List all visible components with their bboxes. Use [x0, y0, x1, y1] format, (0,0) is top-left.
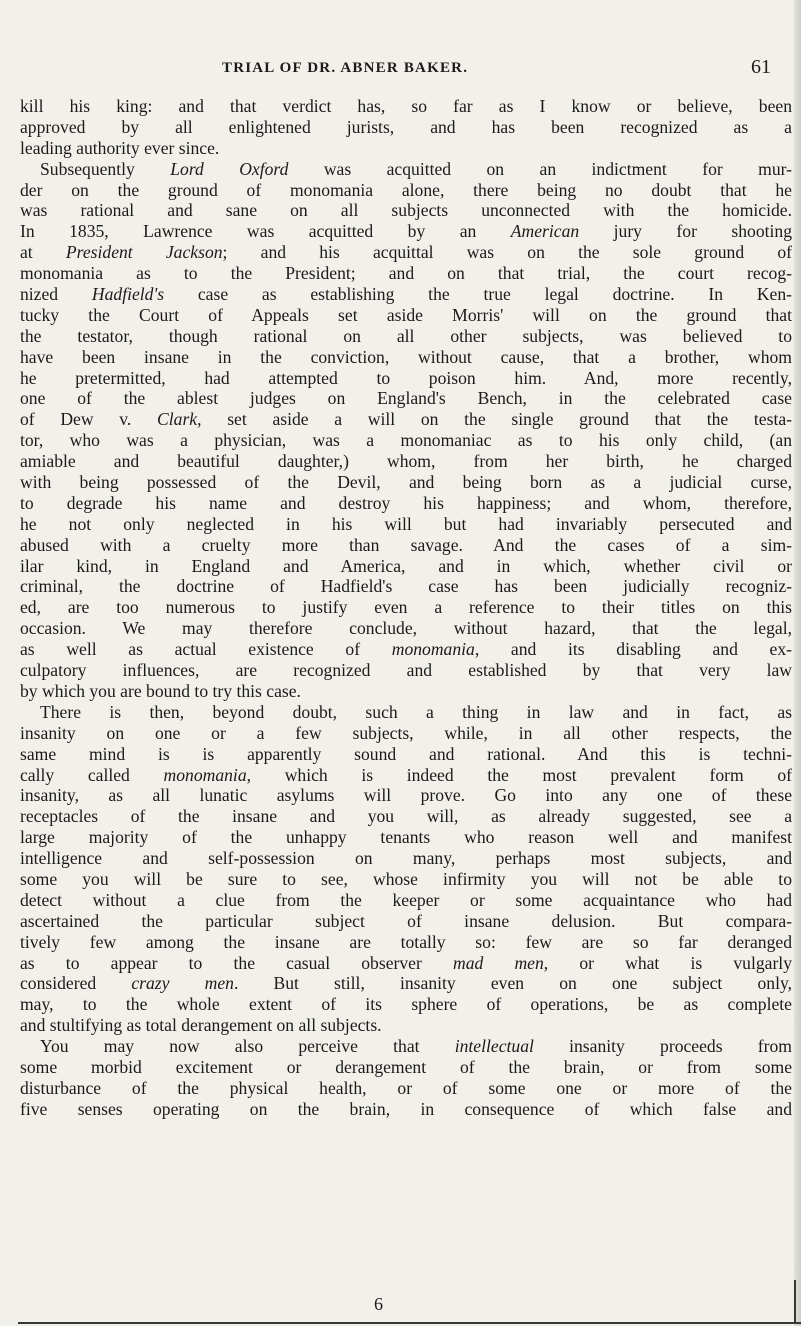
text-line: and stultifying as total derangement on all subjects.: [20, 1015, 382, 1036]
text-line: tor, who was a physician, was a monomaniac as to his only child, (an: [20, 430, 792, 451]
text-line: to degrade his name and destroy his happiness; and whom, therefore,: [20, 492, 792, 513]
text-line: Subsequently Lord Oxford was acquitted on an indictment for mur-: [40, 158, 792, 179]
text-line: same mind is is apparently sound and rational. And this is techni-: [20, 743, 792, 764]
text-line: ed, are too numerous to justify even a reference to their titles on this: [20, 597, 792, 618]
text-line: large majority of the unhappy tenants who reason well and manifest: [20, 827, 792, 848]
text-line: approved by all enlightened jurists, and has been recognized as a: [20, 116, 792, 137]
text-line: may, to the whole extent of its sphere of operations, be as complete: [20, 994, 792, 1015]
text-line: insanity, as all lunatic asylums will prove. Go into any one of these: [20, 785, 792, 806]
text-line: ascertained the particular subject of insane delusion. But compara-: [20, 910, 792, 931]
italic-phrase: mad men: [453, 952, 544, 973]
text-line: have been insane in the conviction, without cause, that a brother, whom: [20, 346, 792, 367]
italic-phrase: monomania: [391, 639, 475, 660]
text-line: of Dew v. Clark, set aside a will on the single ground that the testa-: [20, 409, 792, 430]
running-head: TRIAL OF DR. ABNER BAKER.: [222, 60, 469, 76]
crop-rule-bottom: [18, 1322, 801, 1324]
text-line: culpatory influences, are recognized and established by that very law: [20, 660, 792, 681]
italic-phrase: Lord Oxford: [170, 158, 289, 179]
italic-phrase: President Jackson: [65, 242, 223, 263]
crop-rule-right: [794, 1280, 796, 1324]
signature-mark: 6: [374, 1294, 383, 1314]
text-line: There is then, beyond doubt, such a thing in law and in fact, as: [40, 701, 792, 722]
text-line: tucky the Court of Appeals set aside Morris' will on the ground that: [20, 304, 792, 325]
text-line: ilar kind, in England and America, and in which, whether civil or: [20, 555, 792, 576]
text-line: with being possessed of the Devil, and being born as a judicial curse,: [20, 472, 792, 493]
page-number: 61: [751, 56, 771, 78]
text-line: some you will be sure to see, whose infirmity you will not be able to: [20, 868, 792, 889]
text-line: some morbid excitement or derangement of the brain, or from some: [20, 1056, 792, 1077]
page-header: [0, 38, 801, 78]
text-line: by which you are bound to try this case.: [20, 680, 301, 701]
text-line: monomania as to the President; and on that trial, the court recog-: [20, 263, 792, 284]
text-line: receptacles of the insane and you will, as already suggested, see a: [20, 806, 792, 827]
text-line: leading authority ever since.: [20, 137, 220, 158]
italic-phrase: monomania: [163, 764, 247, 785]
text-line: disturbance of the physical health, or of some one or more of the: [20, 1077, 792, 1098]
text-line: five senses operating on the brain, in consequence of which false and: [20, 1098, 792, 1119]
text-line: kill his king: and that verdict has, so far as I know or believe, been: [20, 96, 792, 116]
text-line: In 1835, Lawrence was acquitted by an American jury for shooting: [20, 221, 792, 242]
text-line: occasion. We may therefore conclude, without hazard, that the legal,: [20, 618, 792, 639]
text-line: at President Jackson; and his acquittal was on the sole ground of: [20, 242, 792, 263]
page-edge-shadow: [794, 0, 801, 1326]
body-text: [20, 96, 792, 1120]
text-line: abused with a cruelty more than savage. And the cases of a sim-: [20, 534, 792, 555]
text-line: he not only neglected in his will but had invariably persecuted and: [20, 513, 792, 534]
text-line: You may now also perceive that intellectual insanity proceeds from: [40, 1036, 792, 1057]
text-line: cally called monomania, which is indeed the most prevalent form of: [20, 764, 792, 785]
text-line: as well as actual existence of monomania, and its disabling and ex-: [20, 639, 792, 660]
text-line: amiable and beautiful daughter,) whom, from her birth, he charged: [20, 451, 792, 472]
italic-phrase: crazy men: [131, 973, 234, 994]
text-line: criminal, the doctrine of Hadfield's case has been judicially recogniz-: [20, 576, 792, 597]
italic-phrase: intellectual: [454, 1036, 534, 1057]
text-line: der on the ground of monomania alone, there being no doubt that he: [20, 179, 792, 200]
text-line: considered crazy men. But still, insanity even on one subject only,: [20, 973, 792, 994]
text-line: insanity on one or a few subjects, while, in all other respects, the: [20, 722, 792, 743]
text-line: nized Hadfield's case as establishing the true legal doctrine. In Ken-: [20, 284, 792, 305]
text-line: the testator, though rational on all other subjects, was believed to: [20, 325, 792, 346]
text-line: he pretermitted, had attempted to poison him. And, more recently,: [20, 367, 792, 388]
text-line: detect without a clue from the keeper or some acquaintance who had: [20, 889, 792, 910]
text-line: was rational and sane on all subjects unconnected with the homicide.: [20, 200, 792, 221]
italic-phrase: American: [510, 221, 580, 242]
text-line: intelligence and self-possession on many, perhaps most subjects, and: [20, 848, 792, 869]
italic-phrase: Hadfield's: [91, 284, 165, 305]
italic-phrase: Clark: [157, 409, 198, 430]
text-line: one of the ablest judges on England's Bench, in the celebrated case: [20, 388, 792, 409]
text-line: tively few among the insane are totally so: few are so far deranged: [20, 931, 792, 952]
text-line: as to appear to the casual observer mad men, or what is vulgarly: [20, 952, 792, 973]
